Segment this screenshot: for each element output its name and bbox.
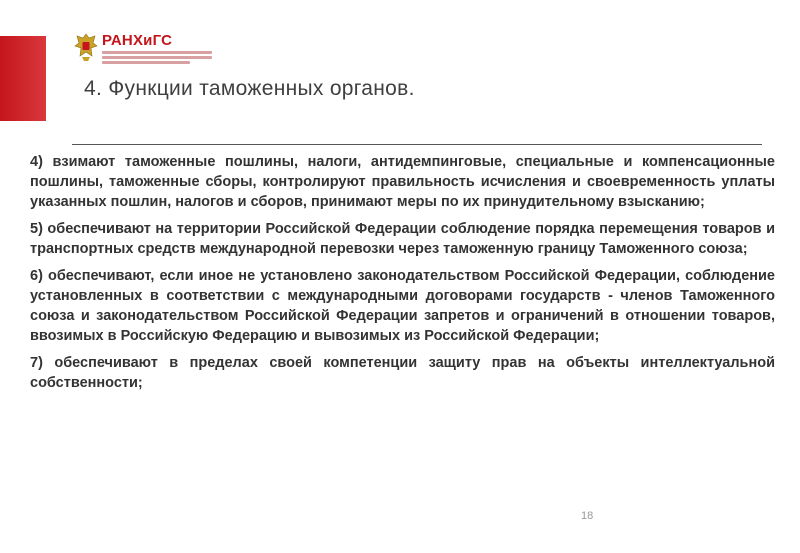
- paragraph-item-4: 4) взимают таможенные пошлины, налоги, антидемпинговые, специальные и компенсационные пошлины, таможенные сборы, контролируют правильность исчисления и своевременность уплаты указанных пошлин, налогов и сборов, принимают меры по их принудительному взысканию;: [30, 154, 775, 210]
- paragraph-item-6: 6) обеспечивают, если иное не установлено законодательством Российской Федерации, соблюдение установленных в соответствии с международными договорами государств - членов Таможенного союза и законодательством Российской Федерации запретов и ограничений в отношении товаров, ввозимых в Российскую Федерацию и вывозимых из Российской Федерации;: [30, 268, 775, 344]
- logo-text: РАНХиГС: [102, 32, 173, 49]
- logo-subtitle-lines: [102, 51, 212, 66]
- title-divider: [72, 144, 762, 145]
- slide-body: [30, 152, 775, 400]
- paragraph-item-5: 5) обеспечивают на территории Российской Федерации соблюдение порядка перемещения товаров и транспортных средств международной перевозки через таможенную границу Таможенного союза;: [30, 221, 775, 257]
- eagle-emblem-icon: [74, 32, 98, 62]
- paragraph-item-7: 7) обеспечивают в пределах своей компетенции защиту прав на объекты интеллектуальной собственности;: [30, 355, 775, 391]
- ranepa-logo: [74, 32, 214, 66]
- accent-bar: [0, 36, 46, 121]
- slide-title: 4. Функции таможенных органов.: [84, 77, 415, 100]
- page-number: 18: [581, 510, 594, 522]
